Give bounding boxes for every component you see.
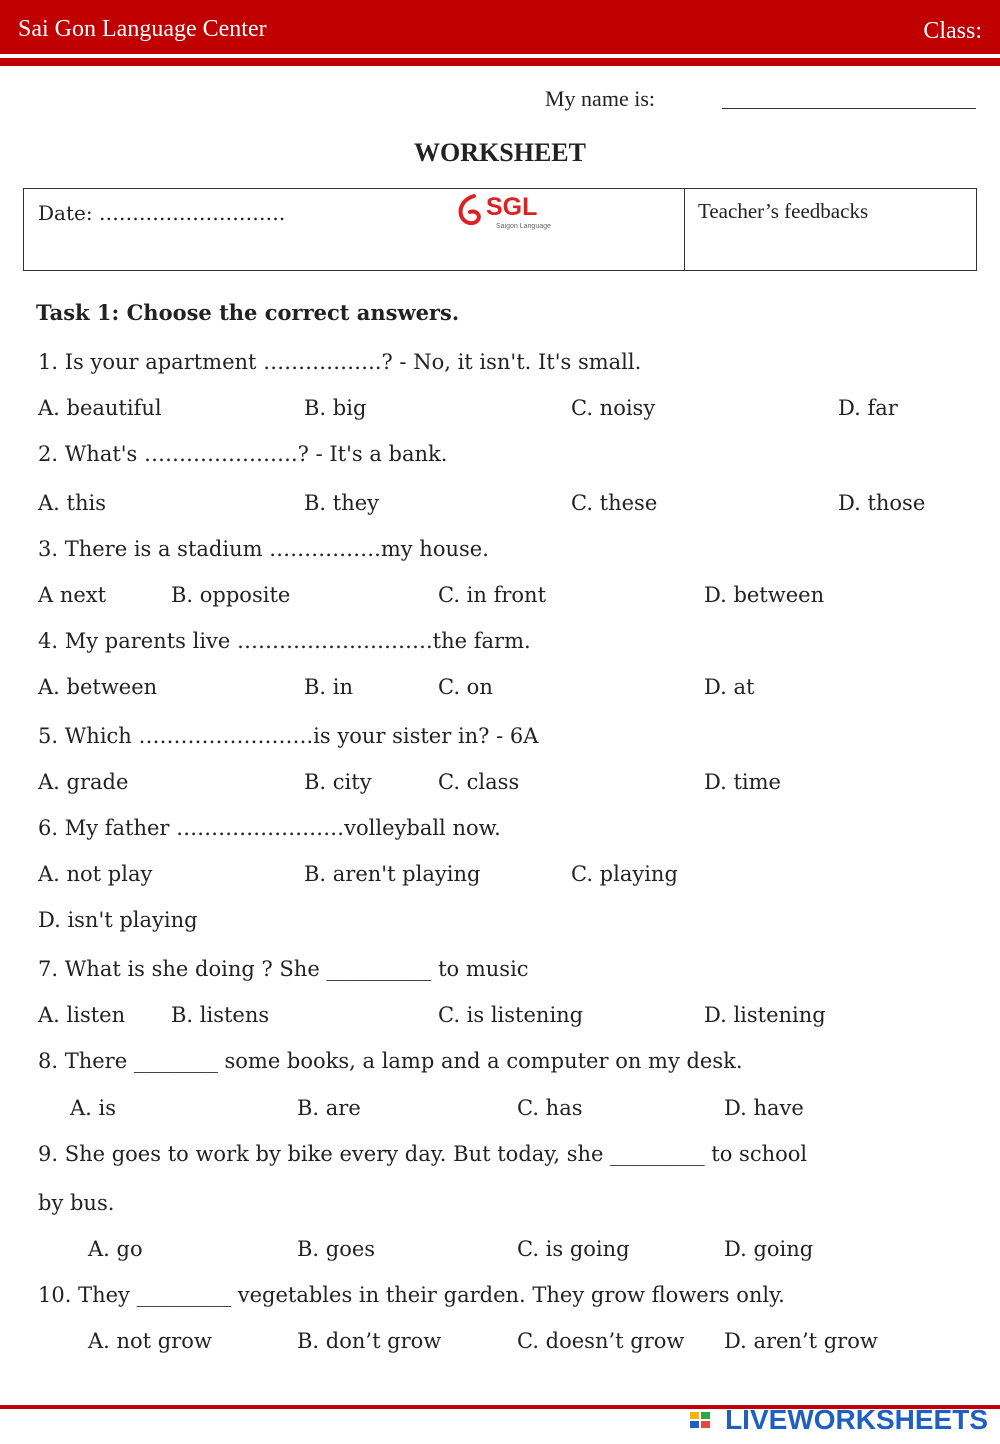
question-text: 3. There is a stadium …………….my house. [38,537,489,561]
box-divider [684,189,685,270]
date-field[interactable]: Date: ………………………. [38,201,286,225]
task-heading: Task 1: Choose the correct answers. [36,300,460,325]
option-c[interactable]: C. on [438,675,493,699]
class-label: Class: [923,18,982,44]
option-d[interactable]: D. going [724,1237,814,1261]
option-b[interactable]: B. listens [171,1003,270,1027]
name-input-line[interactable] [722,108,976,109]
option-d[interactable]: D. at [704,675,755,699]
option-c[interactable]: C. in front [438,583,547,607]
question-text: 5. Which …………………….is your sister in? - 6A [38,724,539,748]
option-a[interactable]: A. listen [38,1003,126,1027]
sgl-logo [456,193,556,233]
option-a[interactable]: A. grade [38,770,129,794]
option-d[interactable]: D. time [704,770,781,794]
option-a[interactable]: A. this [38,491,106,515]
question-text: 4. My parents live ……………………….the farm. [38,629,531,653]
question-text: 9. She goes to work by bike every day. But today, she _________ to school [38,1142,808,1166]
option-b[interactable]: B. city [304,770,372,794]
option-d[interactable]: D. far [838,396,898,420]
option-a[interactable]: A. between [38,675,158,699]
option-b[interactable]: B. in [304,675,354,699]
liveworksheets-icon [690,1410,712,1436]
option-d[interactable]: D. listening [704,1003,826,1027]
question-text: 2. What's ………………….? - It's a bank. [38,442,448,466]
question-text: 10. They _________ vegetables in their garden. They grow flowers only. [38,1283,785,1307]
option-d[interactable]: D. those [838,491,926,515]
question-text: 1. Is your apartment ……………..? - No, it isn't. It's small. [38,350,642,374]
center-name: Sai Gon Language Center [18,16,267,42]
option-a[interactable]: A. go [88,1237,143,1261]
sgl-swirl-icon [456,193,484,229]
teacher-feedback-label: Teacher’s feedbacks [698,199,869,223]
option-c[interactable]: C. noisy [571,396,656,420]
header-bar [0,0,1000,54]
option-c[interactable]: C. these [571,491,658,515]
question-text: 8. There ________ some books, a lamp and a computer on my desk. [38,1049,743,1073]
option-c[interactable]: C. has [517,1096,583,1120]
option-d[interactable]: D. aren’t grow [724,1329,878,1353]
option-a[interactable]: A. not grow [88,1329,212,1353]
option-c[interactable]: C. doesn’t grow [517,1329,685,1353]
option-a[interactable]: A. beautiful [38,396,162,420]
name-label: My name is: [545,86,655,111]
question-text: 6. My father ……………………volleyball now. [38,816,501,840]
option-d[interactable]: D. isn't playing [38,908,198,932]
question-text: 7. What is she doing ? She __________ to music [38,957,529,981]
option-d[interactable]: D. have [724,1096,804,1120]
option-b[interactable]: B. are [297,1096,361,1120]
option-b[interactable]: B. opposite [171,583,291,607]
option-c[interactable]: C. class [438,770,520,794]
logo-text: SGL [486,193,538,221]
option-c[interactable]: C. playing [571,862,678,886]
option-d[interactable]: D. between [704,583,825,607]
option-c[interactable]: C. is going [517,1237,630,1261]
option-b[interactable]: B. they [304,491,380,515]
liveworksheets-brand: LIVEWORKSHEETS [725,1404,988,1435]
option-b[interactable]: B. don’t grow [297,1329,442,1353]
info-box [23,188,977,271]
option-a[interactable]: A. is [70,1096,117,1120]
option-b[interactable]: B. goes [297,1237,376,1261]
option-a[interactable]: A next [38,583,107,607]
logo-subtitle: Saigon Language [496,223,551,230]
option-c[interactable]: C. is listening [438,1003,584,1027]
option-b[interactable]: B. aren't playing [304,862,481,886]
header-divider [0,58,1000,66]
page-title: WORKSHEET [414,138,586,167]
option-b[interactable]: B. big [304,396,367,420]
question-text-cont: by bus. [38,1191,115,1215]
option-a[interactable]: A. not play [38,862,153,886]
